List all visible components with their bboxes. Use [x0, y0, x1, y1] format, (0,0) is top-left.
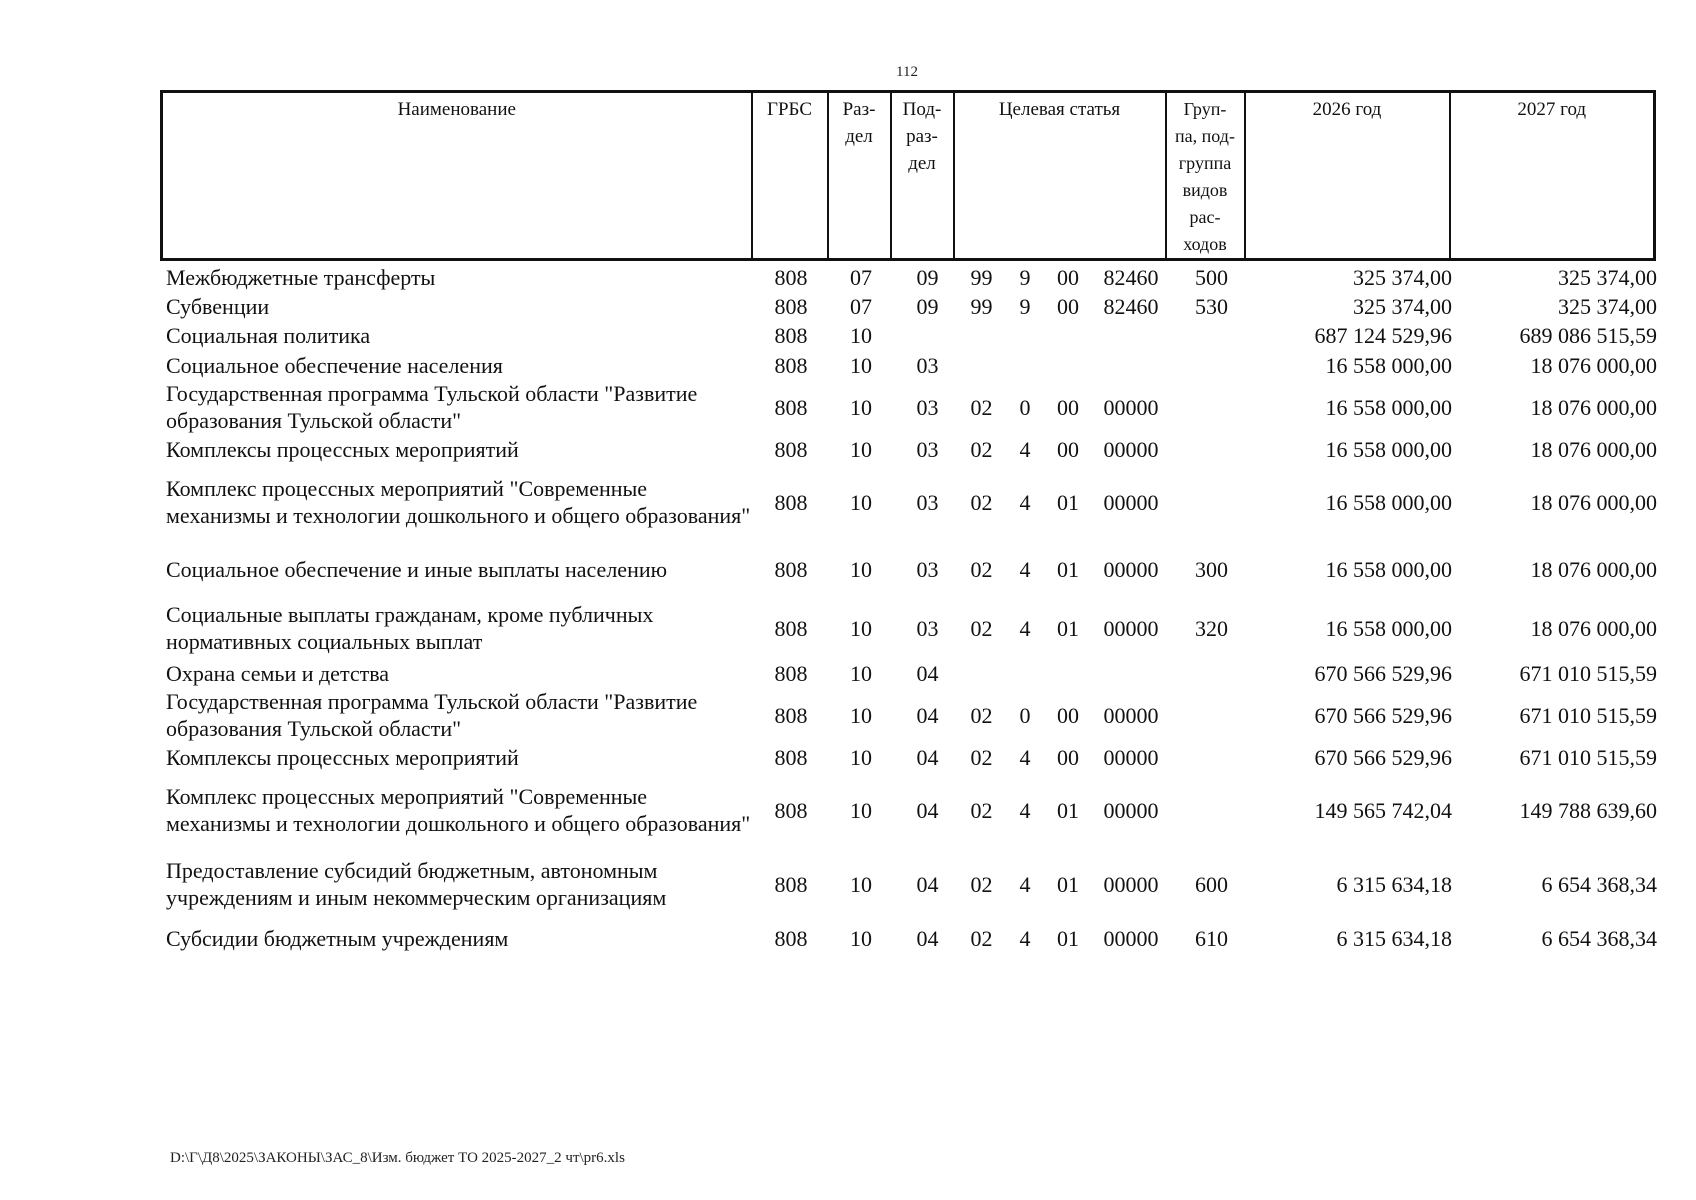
- cell-cs2: [1004, 658, 1046, 688]
- cell-cs4: 82460: [1103, 265, 1159, 290]
- table-row: [160, 772, 1661, 848]
- cell-grbs: 808: [774, 660, 808, 686]
- cell-pr: 03: [916, 489, 939, 515]
- cell-grbs: 808: [774, 744, 808, 770]
- cell-v2026: 6 315 634,18: [1336, 871, 1452, 897]
- cell-grbs: 808: [774, 925, 808, 951]
- cell-pr: 04: [916, 871, 939, 897]
- cell-cs1: 02: [970, 871, 993, 897]
- cell-rz: 07: [850, 294, 872, 319]
- cell-cs1: 02: [970, 436, 993, 462]
- cell-pr: 04: [916, 702, 939, 728]
- cell-rz: 10: [850, 556, 872, 582]
- cell-v2027: 325 374,00: [1558, 265, 1657, 290]
- cell-pr: 04: [916, 660, 939, 686]
- cell-vr: [1172, 688, 1251, 742]
- cell-name: Социальные выплаты гражданам, кроме публичных нормативных социальных выплат: [166, 602, 654, 654]
- cell-name: Комплекс процессных мероприятий "Современные механизмы и технологии дошкольного и общего образования": [166, 784, 751, 836]
- cell-v2027: 18 076 000,00: [1530, 436, 1657, 462]
- table-row: [160, 540, 1661, 598]
- cell-v2026: 670 566 529,96: [1314, 702, 1452, 728]
- cell-rz: 10: [850, 871, 872, 897]
- cell-cs4: 00000: [1103, 797, 1159, 823]
- cell-v2026: 16 558 000,00: [1325, 394, 1452, 420]
- cell-name: Межбюджетные трансферты: [166, 265, 436, 290]
- cell-grbs: 808: [774, 556, 808, 582]
- cell-name: Социальное обеспечение населения: [166, 352, 503, 378]
- cell-v2026: 16 558 000,00: [1325, 489, 1452, 515]
- cell-rz: 10: [850, 797, 872, 823]
- cell-cs2: 9: [1019, 265, 1031, 290]
- header-name: Наименование: [162, 92, 752, 260]
- cell-vr: [1172, 434, 1251, 464]
- cell-cs4: [1090, 321, 1172, 350]
- cell-rz: 10: [850, 615, 872, 641]
- cell-cs1: 02: [970, 615, 993, 641]
- cell-v2026: 670 566 529,96: [1314, 744, 1452, 770]
- cell-vr: 530: [1195, 294, 1228, 319]
- file-path: D:\Г\Д8\2025\ЗАКОНЫ\ЗАС_8\Изм. бюджет ТО 2025-2027_2 чт\pr6.xls: [170, 1150, 625, 1166]
- cell-v2027: 671 010 515,59: [1519, 744, 1657, 770]
- cell-grbs: 808: [774, 352, 808, 378]
- cell-cs3: 00: [1057, 702, 1079, 728]
- cell-vr: [1172, 772, 1251, 848]
- cell-name: Государственная программа Тульской области "Развитие образования Тульской области": [166, 689, 698, 741]
- cell-cs2: 4: [1019, 871, 1031, 897]
- cell-cs1: 99: [970, 265, 993, 290]
- cell-pr: 09: [916, 294, 939, 319]
- cell-cs1: [959, 350, 1004, 380]
- cell-vr: 600: [1195, 871, 1228, 897]
- cell-v2027: 325 374,00: [1558, 294, 1657, 319]
- cell-v2027: 18 076 000,00: [1530, 615, 1657, 641]
- page-number: 112: [896, 64, 918, 80]
- cell-cs2: 4: [1019, 797, 1031, 823]
- cell-pr: 04: [916, 744, 939, 770]
- cell-vr: 610: [1195, 925, 1228, 951]
- cell-v2026: 16 558 000,00: [1325, 615, 1452, 641]
- table-header: [160, 90, 1656, 261]
- cell-cs3: 01: [1057, 925, 1079, 951]
- cell-cs3: [1046, 658, 1090, 688]
- cell-v2026: 325 374,00: [1353, 294, 1452, 319]
- header-2026: 2026 год: [1245, 92, 1450, 260]
- cell-cs1: 02: [970, 797, 993, 823]
- cell-cs3: [1046, 321, 1090, 350]
- cell-cs2: 4: [1019, 744, 1031, 770]
- cell-cs4: [1090, 350, 1172, 380]
- cell-v2027: 18 076 000,00: [1530, 352, 1657, 378]
- cell-cs3: 01: [1057, 489, 1079, 515]
- cell-cs1: [959, 321, 1004, 350]
- cell-v2026: 16 558 000,00: [1325, 352, 1452, 378]
- cell-cs1: 02: [970, 556, 993, 582]
- cell-name: Субсидии бюджетным учреждениям: [166, 925, 509, 951]
- cell-pr: 03: [916, 436, 939, 462]
- cell-v2027: 671 010 515,59: [1519, 702, 1657, 728]
- cell-cs2: 4: [1019, 615, 1031, 641]
- table-row: [160, 263, 1661, 292]
- table-row: [160, 658, 1661, 688]
- cell-cs1: 02: [970, 489, 993, 515]
- cell-cs4: 00000: [1103, 394, 1159, 420]
- cell-pr: 04: [916, 797, 939, 823]
- cell-cs4: 00000: [1103, 436, 1159, 462]
- cell-pr: 09: [916, 265, 939, 290]
- header-grbs: ГРБС: [752, 92, 828, 260]
- cell-cs3: 00: [1057, 436, 1079, 462]
- cell-grbs: 808: [774, 394, 808, 420]
- cell-cs3: 01: [1057, 871, 1079, 897]
- cell-name: Предоставление субсидий бюджетным, автономным учреждениям и иным некоммерческим организациям: [166, 858, 667, 910]
- table-row: [160, 434, 1661, 464]
- cell-v2026: 687 124 529,96: [1314, 323, 1452, 348]
- cell-cs4: 00000: [1103, 925, 1159, 951]
- cell-v2026: 670 566 529,96: [1314, 660, 1452, 686]
- header-gruppa-vidov: Груп- па, под- группа видов рас- ходов: [1166, 92, 1245, 260]
- cell-pr: 04: [916, 925, 939, 951]
- cell-cs1: 02: [970, 702, 993, 728]
- cell-grbs: 808: [774, 489, 808, 515]
- cell-vr: [1172, 321, 1251, 350]
- cell-name: Комплексы процессных мероприятий: [166, 436, 519, 462]
- cell-cs2: 4: [1019, 925, 1031, 951]
- cell-rz: 10: [850, 702, 872, 728]
- cell-grbs: 808: [774, 436, 808, 462]
- cell-vr: 320: [1195, 615, 1228, 641]
- cell-pr: 03: [916, 615, 939, 641]
- cell-rz: 10: [850, 744, 872, 770]
- table-row: [160, 464, 1661, 540]
- cell-name: Государственная программа Тульской области "Развитие образования Тульской области": [166, 381, 698, 433]
- cell-v2026: 325 374,00: [1353, 265, 1452, 290]
- cell-cs2: 9: [1019, 294, 1031, 319]
- cell-name: Субвенции: [166, 294, 270, 319]
- table-row: [160, 742, 1661, 772]
- cell-pr: 03: [916, 394, 939, 420]
- cell-cs4: 00000: [1103, 744, 1159, 770]
- cell-grbs: 808: [774, 323, 808, 348]
- cell-pr: 03: [916, 556, 939, 582]
- table-row: [160, 321, 1661, 350]
- cell-vr: [1172, 380, 1251, 434]
- cell-grbs: 808: [774, 797, 808, 823]
- cell-rz: 10: [850, 394, 872, 420]
- cell-name: Социальная политика: [166, 323, 371, 348]
- cell-cs3: 00: [1057, 394, 1079, 420]
- cell-cs2: 0: [1019, 702, 1031, 728]
- cell-cs2: 4: [1019, 436, 1031, 462]
- cell-rz: 10: [850, 436, 872, 462]
- cell-vr: [1172, 658, 1251, 688]
- cell-cs4: [1090, 658, 1172, 688]
- header-celevaya-statya: Целевая статья: [954, 92, 1166, 260]
- cell-vr: [1172, 464, 1251, 540]
- table-row: [160, 688, 1661, 742]
- table-row: [160, 848, 1661, 920]
- cell-v2027: 149 788 639,60: [1519, 797, 1657, 823]
- cell-name: Социальное обеспечение и иные выплаты населению: [166, 556, 668, 582]
- cell-grbs: 808: [774, 265, 808, 290]
- cell-rz: 10: [850, 323, 872, 348]
- cell-cs2: 0: [1019, 394, 1031, 420]
- cell-grbs: 808: [774, 702, 808, 728]
- cell-cs1: 02: [970, 925, 993, 951]
- cell-cs2: 4: [1019, 489, 1031, 515]
- cell-cs2: [1004, 321, 1046, 350]
- header-razdel: Раз- дел: [828, 92, 891, 260]
- cell-rz: 10: [850, 925, 872, 951]
- cell-vr: 300: [1195, 556, 1228, 582]
- table-row: [160, 920, 1661, 956]
- cell-v2027: 689 086 515,59: [1519, 323, 1657, 348]
- cell-v2027: 6 654 368,34: [1541, 871, 1657, 897]
- cell-pr: [896, 321, 959, 350]
- cell-cs3: [1046, 350, 1090, 380]
- cell-cs3: 00: [1057, 265, 1079, 290]
- cell-cs1: 02: [970, 394, 993, 420]
- cell-rz: 10: [850, 660, 872, 686]
- cell-vr: [1172, 742, 1251, 772]
- cell-grbs: 808: [774, 294, 808, 319]
- cell-cs4: 00000: [1103, 489, 1159, 515]
- cell-vr: 500: [1195, 265, 1228, 290]
- cell-cs4: 00000: [1103, 871, 1159, 897]
- cell-cs4: 82460: [1103, 294, 1159, 319]
- header-podrazdel: Под- раз- дел: [891, 92, 954, 260]
- cell-cs3: 00: [1057, 744, 1079, 770]
- cell-cs4: 00000: [1103, 615, 1159, 641]
- cell-v2027: 18 076 000,00: [1530, 556, 1657, 582]
- cell-cs4: 00000: [1103, 556, 1159, 582]
- cell-rz: 07: [850, 265, 872, 290]
- cell-name: Комплекс процессных мероприятий "Современные механизмы и технологии дошкольного и общего образования": [166, 476, 751, 528]
- cell-cs3: 01: [1057, 797, 1079, 823]
- cell-v2026: 149 565 742,04: [1314, 797, 1452, 823]
- cell-name: Комплексы процессных мероприятий: [166, 744, 519, 770]
- cell-v2027: 18 076 000,00: [1530, 394, 1657, 420]
- cell-cs3: 01: [1057, 615, 1079, 641]
- budget-table: [160, 263, 1661, 956]
- cell-name: Охрана семьи и детства: [166, 660, 390, 686]
- cell-cs1: 99: [970, 294, 993, 319]
- cell-v2026: 16 558 000,00: [1325, 556, 1452, 582]
- cell-cs2: [1004, 350, 1046, 380]
- cell-v2027: 671 010 515,59: [1519, 660, 1657, 686]
- cell-rz: 10: [850, 352, 872, 378]
- cell-cs2: 4: [1019, 556, 1031, 582]
- header-row: [162, 92, 1655, 260]
- table-row: [160, 292, 1661, 321]
- table-row: [160, 380, 1661, 434]
- cell-grbs: 808: [774, 871, 808, 897]
- cell-cs3: 00: [1057, 294, 1079, 319]
- cell-cs1: 02: [970, 744, 993, 770]
- cell-rz: 10: [850, 489, 872, 515]
- header-2027: 2027 год: [1450, 92, 1655, 260]
- cell-v2026: 16 558 000,00: [1325, 436, 1452, 462]
- cell-v2027: 6 654 368,34: [1541, 925, 1657, 951]
- cell-v2027: 18 076 000,00: [1530, 489, 1657, 515]
- cell-cs3: 01: [1057, 556, 1079, 582]
- table-row: [160, 598, 1661, 658]
- table-row: [160, 350, 1661, 380]
- cell-pr: 03: [916, 352, 939, 378]
- cell-grbs: 808: [774, 615, 808, 641]
- cell-vr: [1172, 350, 1251, 380]
- cell-cs4: 00000: [1103, 702, 1159, 728]
- cell-v2026: 6 315 634,18: [1336, 925, 1452, 951]
- cell-cs1: [959, 658, 1004, 688]
